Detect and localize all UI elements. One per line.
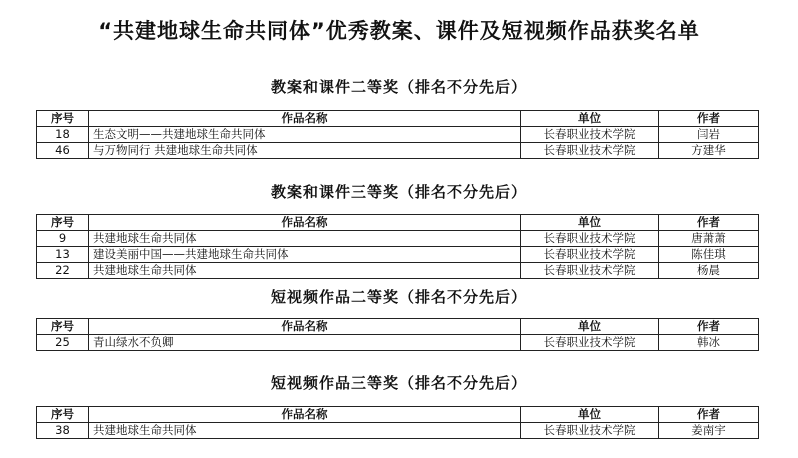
cell-author: 韩冰	[659, 335, 759, 351]
award-table	[36, 318, 759, 351]
cell-work: 共建地球生命共同体	[89, 231, 521, 247]
cell-author: 姜南宇	[659, 423, 759, 439]
cell-author: 唐萧萧	[659, 231, 759, 247]
table-header-row	[37, 407, 759, 423]
table-row	[37, 247, 759, 263]
header-unit: 单位	[521, 111, 659, 127]
cell-num: 18	[37, 127, 89, 143]
header-num: 序号	[37, 111, 89, 127]
cell-num: 13	[37, 247, 89, 263]
table-row	[37, 231, 759, 247]
header-work: 作品名称	[89, 215, 521, 231]
cell-work: 生态文明——共建地球生命共同体	[89, 127, 521, 143]
cell-work: 建设美丽中国——共建地球生命共同体	[89, 247, 521, 263]
header-author: 作者	[659, 407, 759, 423]
section-title: 短视频作品三等奖（排名不分先后）	[270, 374, 527, 392]
cell-work: 与万物同行 共建地球生命共同体	[89, 143, 521, 159]
cell-unit: 长春职业技术学院	[521, 423, 659, 439]
cell-unit: 长春职业技术学院	[521, 127, 659, 143]
table-row	[37, 143, 759, 159]
cell-author: 陈佳琪	[659, 247, 759, 263]
cell-num: 25	[37, 335, 89, 351]
table-row	[37, 263, 759, 279]
award-table	[36, 406, 759, 439]
table-row	[37, 335, 759, 351]
cell-num: 46	[37, 143, 89, 159]
header-author: 作者	[659, 111, 759, 127]
header-unit: 单位	[521, 319, 659, 335]
cell-author: 方建华	[659, 143, 759, 159]
table-header-row	[37, 319, 759, 335]
cell-num: 38	[37, 423, 89, 439]
cell-num: 9	[37, 231, 89, 247]
cell-author: 闫岩	[659, 127, 759, 143]
cell-unit: 长春职业技术学院	[521, 263, 659, 279]
section-title: 短视频作品二等奖（排名不分先后）	[270, 288, 527, 306]
table-header-row	[37, 215, 759, 231]
table-header-row	[37, 111, 759, 127]
cell-unit: 长春职业技术学院	[521, 143, 659, 159]
cell-work: 青山绿水不负卿	[89, 335, 521, 351]
cell-unit: 长春职业技术学院	[521, 247, 659, 263]
header-num: 序号	[37, 319, 89, 335]
page-title: “共建地球生命共同体”优秀教案、课件及短视频作品获奖名单	[98, 19, 700, 43]
header-author: 作者	[659, 319, 759, 335]
header-num: 序号	[37, 407, 89, 423]
header-author: 作者	[659, 215, 759, 231]
cell-num: 22	[37, 263, 89, 279]
table-row	[37, 127, 759, 143]
cell-work: 共建地球生命共同体	[89, 263, 521, 279]
award-table	[36, 110, 759, 159]
header-num: 序号	[37, 215, 89, 231]
cell-author: 杨晨	[659, 263, 759, 279]
header-work: 作品名称	[89, 319, 521, 335]
table-row	[37, 423, 759, 439]
header-work: 作品名称	[89, 407, 521, 423]
award-table	[36, 214, 759, 279]
header-unit: 单位	[521, 407, 659, 423]
cell-work: 共建地球生命共同体	[89, 423, 521, 439]
header-work: 作品名称	[89, 111, 521, 127]
cell-unit: 长春职业技术学院	[521, 335, 659, 351]
header-unit: 单位	[521, 215, 659, 231]
cell-unit: 长春职业技术学院	[521, 231, 659, 247]
section-title: 教案和课件三等奖（排名不分先后）	[270, 183, 527, 201]
section-title: 教案和课件二等奖（排名不分先后）	[270, 78, 527, 96]
